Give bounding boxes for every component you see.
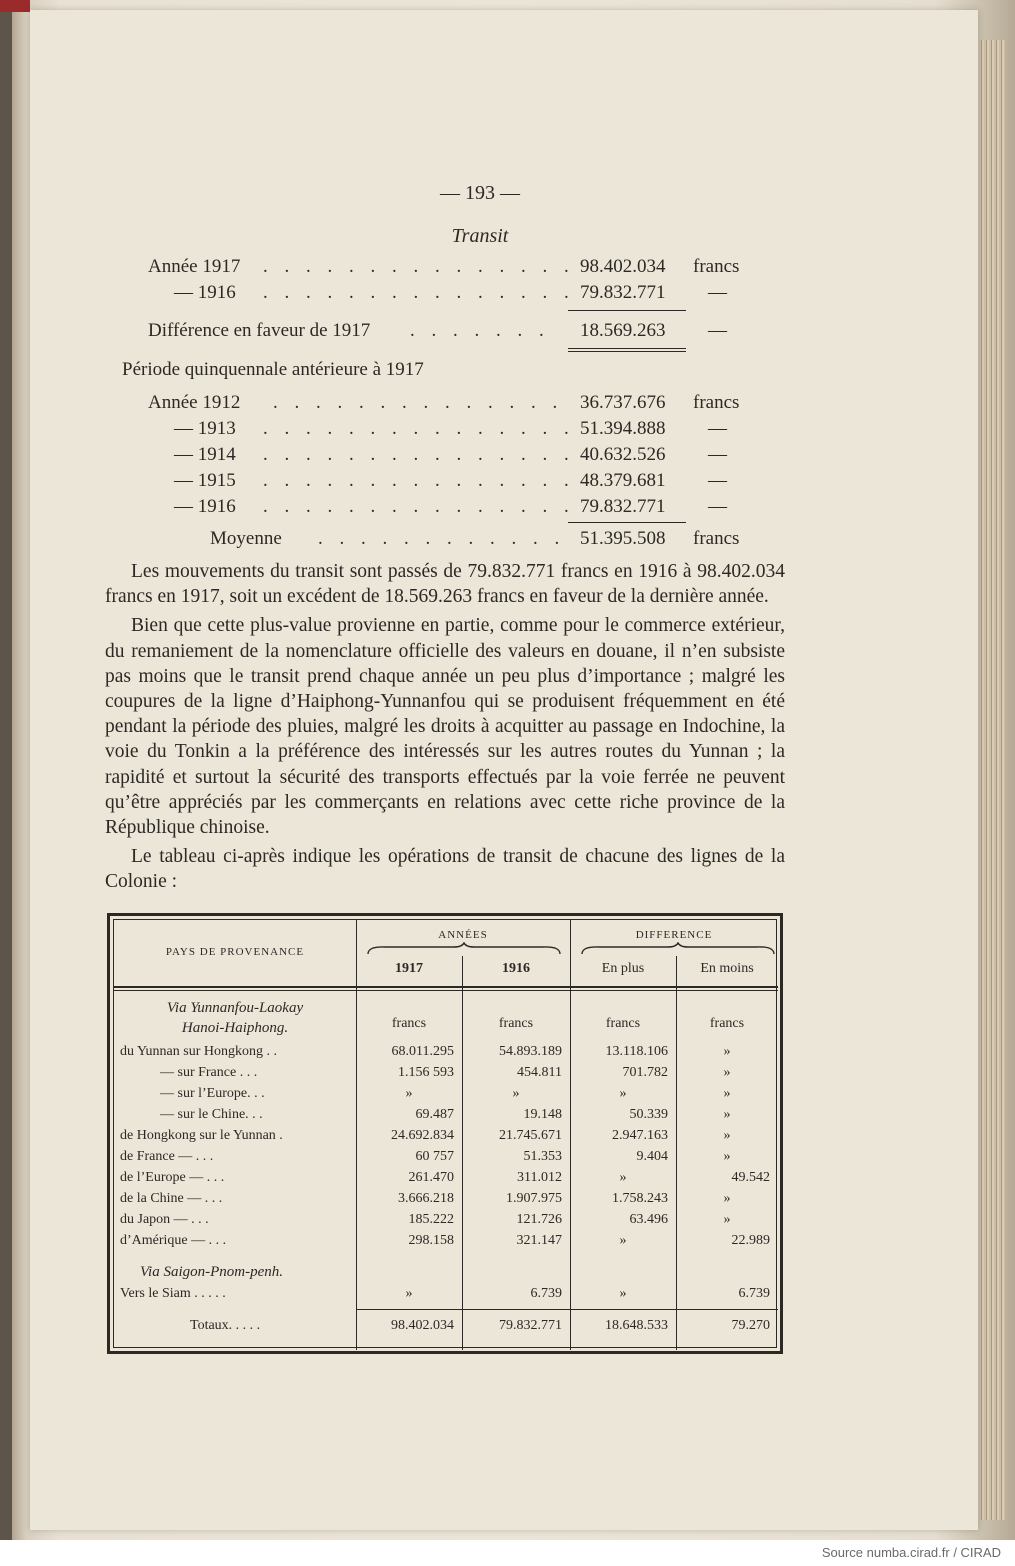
header-rule [114, 990, 778, 991]
source-credit: Source numba.cirad.fr / CIRAD [821, 1545, 1001, 1560]
cell-1917: 60 757 [415, 1149, 454, 1164]
row-unit: — [708, 282, 727, 303]
cell-plus: 18.648.533 [605, 1318, 668, 1333]
leader-dots: . . . . . . . . . . . . . . . [263, 256, 575, 277]
row-value: 51.395.508 [580, 528, 666, 549]
row-label: Année 1917 [148, 256, 241, 277]
cell-plus: 9.404 [636, 1149, 668, 1164]
row-label: d’Amérique — . . . [120, 1233, 227, 1248]
header-brace [366, 942, 562, 956]
row-unit: francs [693, 392, 740, 413]
table-row [110, 1044, 778, 1064]
cell-moins: » [723, 1128, 731, 1143]
cell-moins: » [723, 1212, 731, 1227]
cell-1916: 311.012 [517, 1170, 562, 1185]
total-double-rule [568, 348, 686, 349]
period-row [148, 444, 788, 468]
cell-plus: » [619, 1086, 627, 1101]
leader-dots: . . . . . . . . . . . . . . [273, 392, 564, 413]
cell-1917: 68.011.295 [391, 1044, 454, 1059]
cell-moins: 79.270 [731, 1318, 770, 1333]
page-number: — 193 — [440, 182, 520, 204]
row-value: 18.569.263 [580, 320, 666, 341]
cell-1916: 51.353 [523, 1149, 562, 1164]
cell-moins: » [723, 1044, 731, 1059]
row-label: — sur l’Europe. . . [160, 1086, 265, 1101]
cell-moins: » [723, 1086, 731, 1101]
row-label: — 1915 [174, 470, 236, 491]
period-row [148, 470, 788, 494]
summary-row [148, 282, 788, 306]
page-edges [979, 40, 1005, 1520]
body-text [105, 559, 785, 895]
row-unit: — [708, 320, 727, 341]
summary-row [148, 320, 788, 344]
summary-row [148, 256, 788, 280]
row-value: 98.402.034 [580, 256, 666, 277]
cell-1916: 321.147 [516, 1233, 562, 1248]
table-row [110, 1170, 778, 1190]
cell-moins: 6.739 [738, 1286, 770, 1301]
leader-dots: . . . . . . . . . . . . [318, 528, 566, 549]
table-row [110, 1212, 778, 1232]
section-label: Via Saigon-Pnom-penh. [140, 1264, 284, 1280]
leader-dots: . . . . . . . . . . . . . . . [263, 470, 575, 491]
cell-1917: 1.156 593 [398, 1065, 454, 1080]
section-label: Hanoi-Haiphong. [181, 1020, 289, 1036]
col-header-1917: 1917 [395, 961, 423, 976]
row-label: — 1916 [174, 496, 236, 517]
sum-rule [568, 310, 686, 311]
table-row [110, 1065, 778, 1085]
row-label: Différence en faveur de 1917 [148, 320, 371, 341]
row-value: 40.632.526 [580, 444, 666, 465]
cell-plus: 1.758.243 [612, 1191, 668, 1206]
paragraph: Bien que cette plus-value provienne en partie, comme pour le commerce extérieur, du remaniement de la nomenclature officielle des valeurs en douane, il n’en subsiste pas moins que le transit prend chaque année un peu plus d’importance ; malgré les coupures de la ligne d’Haiphong-Yunnanfou qui se produisent fréquemment en été pendant la période des pluies, malgré les droits à acquitter au passage en Indochine, la voie du Tonkin a la préférence des intéressés sur les autres routes du Yunnan ; la rapidité et surtout la sécurité des transports effectués par la voie ferrée ne peuvent qu’être appréciés par les commerçants en relations avec cette riche province de la République chinoise. [105, 615, 785, 839]
row-label: du Yunnan sur Hongkong . . [120, 1044, 277, 1059]
table-row [110, 1086, 778, 1106]
paragraph: Les mouvements du transit sont passés de 79.832.771 francs en 1916 à 98.402.034 francs en 1917, soit un excédent de 18.569.263 francs en faveur de la dernière année. [105, 561, 785, 608]
cell-plus: » [619, 1286, 627, 1301]
cell-1916: 121.726 [516, 1212, 562, 1227]
section-label: Via Yunnanfou-Laokay [166, 1000, 304, 1016]
units-label: francs [498, 1016, 534, 1031]
cell-1916: 79.832.771 [499, 1318, 562, 1333]
cell-moins: 22.989 [731, 1233, 770, 1248]
cell-1916: 1.907.975 [506, 1191, 562, 1206]
cell-plus: 63.496 [629, 1212, 668, 1227]
cell-1917: 261.470 [408, 1170, 454, 1185]
row-unit: — [708, 470, 727, 491]
cell-moins: 49.542 [731, 1170, 770, 1185]
cell-1917: » [405, 1086, 413, 1101]
cell-1917: 3.666.218 [398, 1191, 454, 1206]
section-heading: Transit [451, 225, 509, 247]
table-row [110, 1149, 778, 1169]
cell-plus: 50.339 [629, 1107, 668, 1122]
total-double-rule [568, 351, 686, 352]
row-label: — 1913 [174, 418, 236, 439]
row-label: de France — . . . [120, 1149, 214, 1164]
units-label: francs [605, 1016, 641, 1031]
header-rule [114, 986, 778, 988]
table-row [110, 1128, 778, 1148]
row-label: de la Chine — . . . [120, 1191, 223, 1206]
cell-moins: » [723, 1149, 731, 1164]
cell-plus: 701.782 [622, 1065, 668, 1080]
paragraph: Le tableau ci-après indique les opérations de transit de chacune des lignes de la Colonie : [105, 846, 785, 893]
sum-rule [568, 522, 686, 523]
table-row [110, 1233, 778, 1253]
col-header-moins: En moins [700, 961, 754, 976]
cell-1917: 98.402.034 [391, 1318, 454, 1333]
row-unit: — [708, 444, 727, 465]
cell-1917: 185.222 [408, 1212, 454, 1227]
col-header-years: ANNÉES [438, 929, 488, 941]
cell-plus: 2.947.163 [612, 1128, 668, 1143]
cell-1917: 24.692.834 [391, 1128, 454, 1143]
row-label: — sur France . . . [160, 1065, 258, 1080]
cell-1916: 19.148 [523, 1107, 562, 1122]
units-label: francs [391, 1016, 427, 1031]
cell-moins: » [723, 1191, 731, 1206]
cell-plus: » [619, 1233, 627, 1248]
row-label: — sur le Chine. . . [160, 1107, 263, 1122]
col-header-country: PAYS DE PROVENANCE [165, 946, 305, 958]
transit-table [107, 913, 783, 1354]
red-bookmark [0, 0, 30, 12]
cell-1916: » [512, 1086, 520, 1101]
col-header-difference: DIFFERENCE [635, 929, 713, 941]
cell-moins: » [723, 1107, 731, 1122]
cell-1916: 54.893.189 [499, 1044, 562, 1059]
period-row [148, 496, 788, 520]
cell-1917: » [405, 1286, 413, 1301]
row-value: 48.379.681 [580, 470, 666, 491]
period-row [148, 418, 788, 442]
book-page [30, 10, 978, 1530]
row-unit: — [708, 496, 727, 517]
table-row [110, 1191, 778, 1211]
cell-1917: 69.487 [415, 1107, 454, 1122]
row-value: 79.832.771 [580, 496, 666, 517]
cell-moins: » [723, 1065, 731, 1080]
row-unit: — [708, 418, 727, 439]
cell-1917: 298.158 [408, 1233, 454, 1248]
row-value: 51.394.888 [580, 418, 666, 439]
period-average [148, 528, 788, 552]
row-label: — 1914 [174, 444, 236, 465]
period-row [148, 392, 788, 416]
row-label: de Hongkong sur le Yunnan . [120, 1128, 283, 1143]
table-row [110, 1107, 778, 1127]
table-row [110, 1286, 778, 1306]
book-spine [0, 0, 12, 1540]
row-unit: francs [693, 256, 740, 277]
row-label: Vers le Siam . . . . . [120, 1286, 226, 1301]
cell-1916: 6.739 [530, 1286, 562, 1301]
cell-1916: 21.745.671 [499, 1128, 562, 1143]
row-value: 36.737.676 [580, 392, 666, 413]
leader-dots: . . . . . . . . . . . . . . . [263, 496, 575, 517]
totals-rule [356, 1309, 778, 1310]
cell-1916: 454.811 [517, 1065, 562, 1080]
row-label: de l’Europe — . . . [120, 1170, 225, 1185]
row-label: du Japon — . . . [120, 1212, 209, 1227]
col-header-1916: 1916 [502, 961, 530, 976]
row-label: Moyenne [210, 528, 282, 549]
row-label: Année 1912 [148, 392, 241, 413]
leader-dots: . . . . . . . . . . . . . . . [263, 282, 575, 303]
row-value: 79.832.771 [580, 282, 666, 303]
leader-dots: . . . . . . . . . . . . . . . [263, 444, 575, 465]
row-label: — 1916 [174, 282, 236, 303]
units-label: francs [709, 1016, 745, 1031]
totals-row [110, 1318, 778, 1338]
cell-plus: » [619, 1170, 627, 1185]
period-title: Période quinquennale antérieure à 1917 [122, 359, 424, 380]
row-label: Totaux. . . . . [190, 1318, 261, 1333]
leader-dots: . . . . . . . [410, 320, 550, 341]
cell-plus: 13.118.106 [605, 1044, 668, 1059]
row-unit: francs [693, 528, 740, 549]
col-header-plus: En plus [601, 961, 645, 976]
leader-dots: . . . . . . . . . . . . . . . [263, 418, 575, 439]
header-brace [580, 942, 776, 956]
